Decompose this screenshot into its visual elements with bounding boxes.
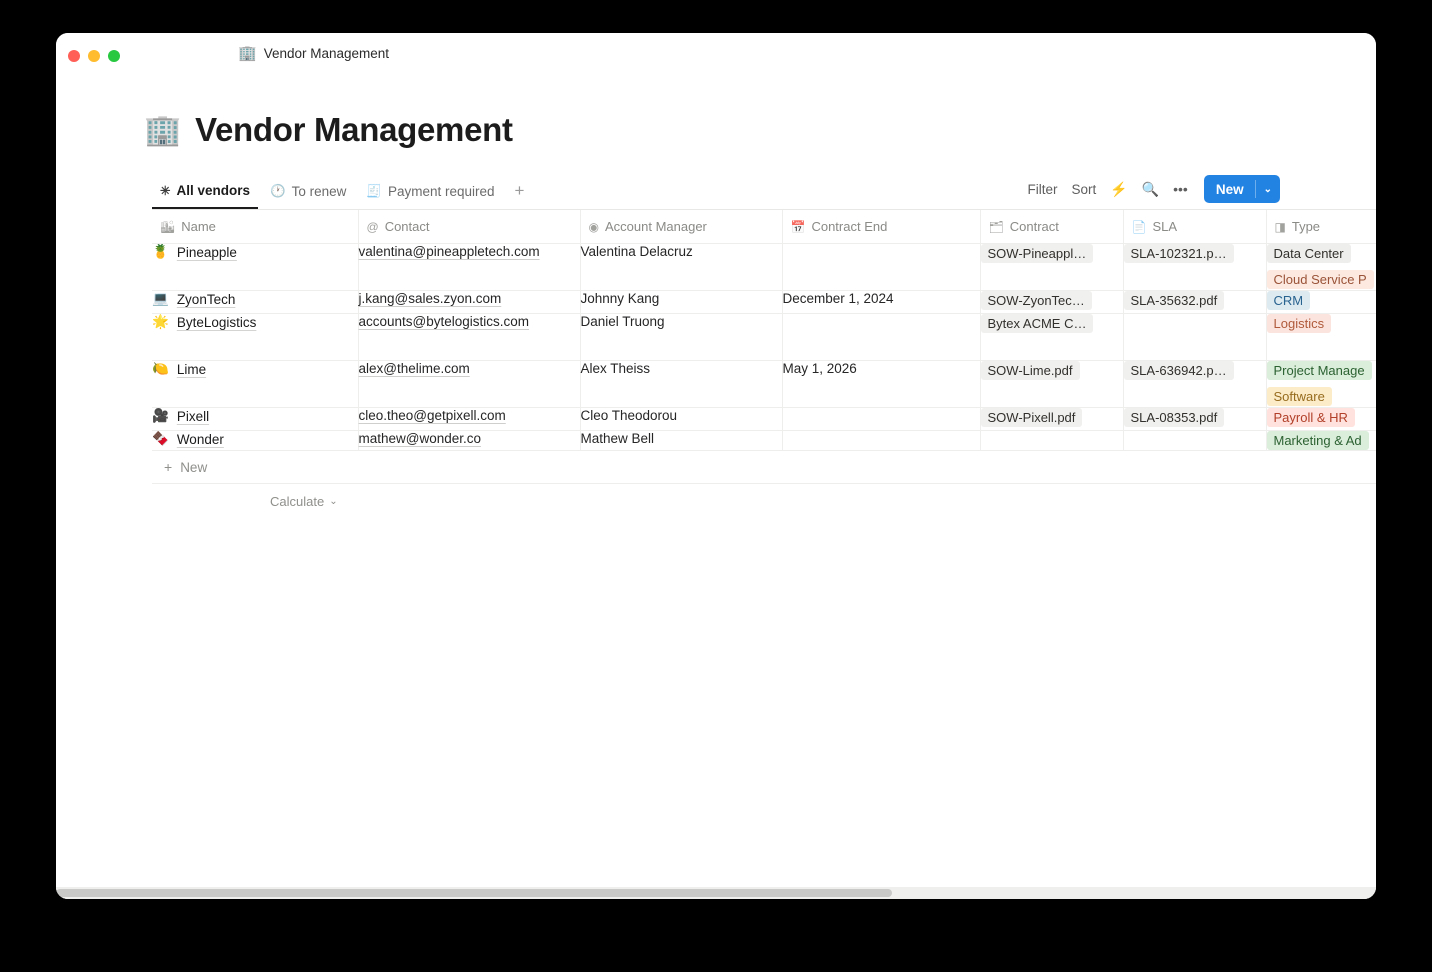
column-header-type-label: Type <box>1291 219 1321 234</box>
cell-name[interactable] <box>152 431 358 451</box>
cell-name[interactable] <box>152 408 358 431</box>
cell-contract-end[interactable]: December 1, 2024 <box>782 291 980 314</box>
row-emoji-icon: 🍍 <box>152 244 169 259</box>
table-row[interactable] <box>152 431 1376 451</box>
row-emoji-icon: 🎥 <box>152 408 169 423</box>
chevron-down-icon[interactable]: ⌄ <box>329 495 338 507</box>
horizontal-scrollbar[interactable] <box>56 887 1376 899</box>
minimize-window-icon[interactable] <box>88 50 100 62</box>
cell-type[interactable] <box>1266 431 1376 451</box>
cell-contract-end[interactable] <box>782 314 980 361</box>
type-tag: Project Manage <box>1267 361 1372 380</box>
row-emoji-icon: 🌟 <box>152 314 169 329</box>
contact-email-link[interactable]: accounts@bytelogistics.com <box>358 314 530 329</box>
sla-file-chip[interactable]: SLA-08353.pdf <box>1124 408 1225 427</box>
new-button[interactable]: New <box>1215 181 1244 197</box>
column-header-account-manager-label: Account Manager <box>604 219 707 234</box>
contact-email-link[interactable]: mathew@wonder.co <box>358 431 482 446</box>
cell-contract-end[interactable] <box>782 431 980 451</box>
page-title <box>144 111 1376 149</box>
calculate-footer[interactable] <box>152 484 1376 518</box>
add-row-button[interactable] <box>152 451 1376 484</box>
cell-type[interactable] <box>1266 291 1376 314</box>
column-header-contract-label: Contract <box>1009 219 1059 234</box>
type-tag: Marketing & Ad <box>1267 431 1369 450</box>
cell-sla[interactable] <box>1123 244 1266 291</box>
database-toolbar <box>1027 175 1280 209</box>
table-row[interactable] <box>152 314 1376 361</box>
add-row-label: New <box>180 459 208 475</box>
cell-contract-end[interactable] <box>782 244 980 291</box>
at-sign-icon: @ <box>366 219 379 234</box>
cell-contact[interactable] <box>358 291 580 314</box>
cell-contact[interactable] <box>358 244 580 291</box>
building-icon: 🏙 <box>160 219 176 234</box>
cell-contract[interactable] <box>980 361 1123 408</box>
row-name-label[interactable]: Lime <box>176 361 207 377</box>
column-header-sla[interactable] <box>1123 210 1266 244</box>
more-options-icon[interactable]: ••• <box>1173 181 1188 197</box>
type-tag: Logistics <box>1267 314 1332 333</box>
table-row[interactable] <box>152 244 1376 291</box>
table-row[interactable] <box>152 408 1376 431</box>
type-tag: Payroll & HR <box>1267 408 1355 427</box>
column-header-contact[interactable] <box>358 210 580 244</box>
file-icon: 🗂 <box>988 219 1004 234</box>
receipt-icon: 🧾 <box>366 184 382 198</box>
row-emoji-icon: 🍫 <box>152 431 169 446</box>
table-row[interactable] <box>152 361 1376 408</box>
close-window-icon[interactable] <box>68 50 80 62</box>
sla-file-chip[interactable]: SLA-35632.pdf <box>1124 291 1225 310</box>
tab-all-vendors[interactable] <box>152 178 258 209</box>
contract-file-chip[interactable]: SOW-Lime.pdf <box>981 361 1080 380</box>
cell-account-manager[interactable]: Valentina Delacruz <box>580 244 782 291</box>
cell-contact[interactable] <box>358 408 580 431</box>
view-toolbar <box>56 173 1376 209</box>
cell-sla[interactable] <box>1123 291 1266 314</box>
table-header-row <box>152 210 1376 244</box>
page-content <box>56 111 1376 899</box>
cell-name[interactable] <box>152 314 358 361</box>
vendor-table <box>152 210 1376 451</box>
type-tag: Software <box>1267 387 1332 406</box>
row-name-label[interactable]: ByteLogistics <box>176 314 257 330</box>
cell-contact[interactable] <box>358 361 580 408</box>
traffic-lights[interactable] <box>68 50 120 62</box>
row-name-label[interactable]: Wonder <box>176 431 224 447</box>
column-header-name[interactable] <box>152 210 358 244</box>
person-icon: ◉ <box>588 219 599 234</box>
filter-button[interactable]: Filter <box>1027 181 1058 197</box>
cell-type[interactable] <box>1266 244 1376 291</box>
cell-contact[interactable] <box>358 431 580 451</box>
contact-email-link[interactable]: valentina@pineappletech.com <box>358 244 540 259</box>
cell-account-manager[interactable]: Daniel Truong <box>580 314 782 361</box>
contract-file-chip[interactable]: SOW-Pixell.pdf <box>981 408 1083 427</box>
add-view-button[interactable]: + <box>514 180 525 200</box>
cell-type[interactable] <box>1266 314 1376 361</box>
page-icon[interactable]: 🏢 <box>144 113 182 147</box>
clock-icon: 🕐 <box>270 184 286 198</box>
tab-all-vendors-label: All vendors <box>176 183 251 198</box>
new-button-group <box>1204 175 1280 203</box>
type-tag: CRM <box>1267 291 1311 310</box>
row-emoji-icon: 💻 <box>152 291 169 306</box>
contact-email-link[interactable]: j.kang@sales.zyon.com <box>358 291 502 306</box>
page-title-text: Vendor Management <box>195 111 513 148</box>
contact-email-link[interactable]: cleo.theo@getpixell.com <box>358 408 506 423</box>
calendar-icon: 📅 <box>790 219 806 234</box>
contract-file-chip[interactable]: SOW-Pineappl… <box>981 244 1094 263</box>
tab-to-renew-label: To renew <box>291 184 347 199</box>
cell-name[interactable] <box>152 361 358 408</box>
horizontal-scrollbar-thumb[interactable] <box>56 889 892 897</box>
cell-contract[interactable] <box>980 408 1123 431</box>
column-header-contract-end[interactable] <box>782 210 980 244</box>
cell-contract[interactable] <box>980 431 1123 451</box>
row-name-label[interactable]: ZyonTech <box>176 291 236 307</box>
app-window <box>56 33 1376 899</box>
database-table-wrapper <box>152 209 1376 451</box>
multiselect-icon: ◨ <box>1274 219 1286 234</box>
type-tag: Data Center <box>1267 244 1351 263</box>
tab-payment-required-label: Payment required <box>387 184 495 199</box>
cell-sla[interactable] <box>1123 408 1266 431</box>
row-name-label[interactable]: Pixell <box>176 408 210 424</box>
cell-type[interactable] <box>1266 361 1376 408</box>
sla-file-chip[interactable]: SLA-102321.p… <box>1124 244 1234 263</box>
column-header-contact-label: Contact <box>384 219 430 234</box>
lightning-icon[interactable]: ⚡ <box>1110 181 1128 197</box>
tab-payment-required[interactable] <box>358 179 502 208</box>
plus-icon: + <box>164 459 173 475</box>
cell-contract[interactable] <box>980 244 1123 291</box>
view-tabs <box>152 178 1027 209</box>
asterisk-icon: ✳ <box>160 184 171 198</box>
browser-tab-label: Vendor Management <box>263 46 390 61</box>
contract-file-chip[interactable]: Bytex ACME C… <box>981 314 1094 333</box>
maximize-window-icon[interactable] <box>108 50 120 62</box>
favicon-icon: 🏢 <box>238 45 257 62</box>
cell-name[interactable] <box>152 291 358 314</box>
cell-sla[interactable] <box>1123 314 1266 361</box>
contact-email-link[interactable]: alex@thelime.com <box>358 361 470 376</box>
cell-account-manager[interactable]: Alex Theiss <box>580 361 782 408</box>
calculate-label: Calculate <box>270 493 325 509</box>
column-header-contract[interactable] <box>980 210 1123 244</box>
table-row[interactable] <box>152 291 1376 314</box>
column-header-sla-label: SLA <box>1152 219 1178 234</box>
column-header-contract-end-label: Contract End <box>811 219 888 234</box>
document-icon: 📄 <box>1131 219 1147 234</box>
tab-to-renew[interactable] <box>262 179 354 208</box>
cell-contract-end[interactable]: May 1, 2026 <box>782 361 980 408</box>
cell-account-manager[interactable]: Johnny Kang <box>580 291 782 314</box>
cell-name[interactable] <box>152 244 358 291</box>
column-header-type[interactable] <box>1266 210 1376 244</box>
row-name-label[interactable]: Pineapple <box>176 244 237 260</box>
column-header-name-label: Name <box>181 219 216 234</box>
cell-contract-end[interactable] <box>782 408 980 431</box>
window-titlebar <box>56 33 1376 79</box>
sort-button[interactable]: Sort <box>1071 181 1097 197</box>
cell-sla[interactable] <box>1123 431 1266 451</box>
cell-contact[interactable] <box>358 314 580 361</box>
search-icon[interactable]: 🔍 <box>1141 181 1160 197</box>
column-header-account-manager[interactable] <box>580 210 782 244</box>
cell-account-manager[interactable]: Mathew Bell <box>580 431 782 451</box>
contract-file-chip[interactable]: SOW-ZyonTec… <box>981 291 1092 310</box>
cell-type[interactable] <box>1266 408 1376 431</box>
cell-contract[interactable] <box>980 291 1123 314</box>
cell-account-manager[interactable]: Cleo Theodorou <box>580 408 782 431</box>
row-emoji-icon: 🍋 <box>152 361 169 376</box>
browser-tab[interactable] <box>238 46 389 61</box>
chevron-down-icon[interactable]: ⌄ <box>1263 183 1272 195</box>
cell-contract[interactable] <box>980 314 1123 361</box>
type-tag: Cloud Service P <box>1267 270 1374 289</box>
cell-sla[interactable] <box>1123 361 1266 408</box>
sla-file-chip[interactable]: SLA-636942.p… <box>1124 361 1234 380</box>
